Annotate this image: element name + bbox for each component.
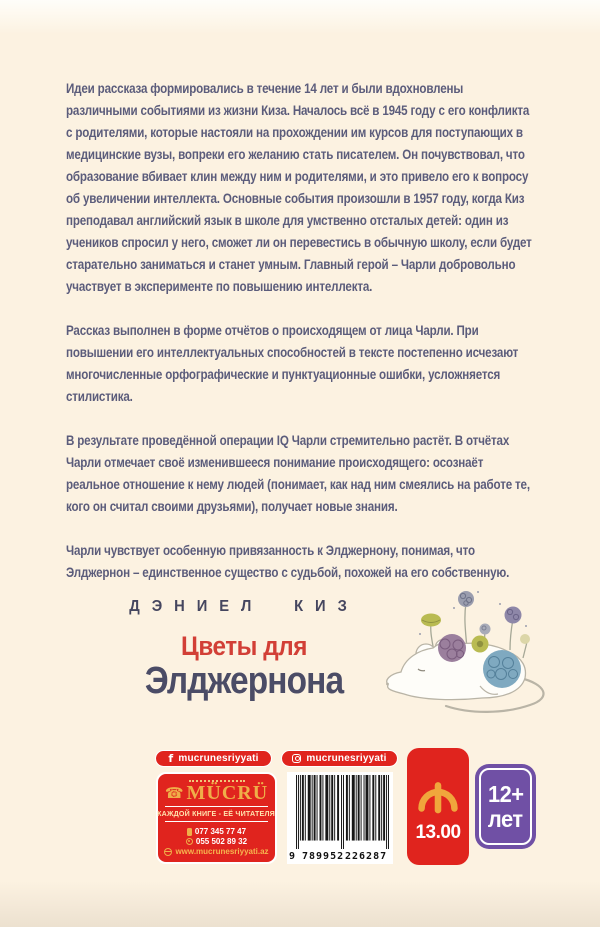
facebook-handle: mucrunesriyyati — [178, 753, 259, 764]
isbn-barcode — [287, 772, 393, 864]
synopsis-text — [66, 78, 537, 606]
manat-currency-icon — [415, 770, 461, 814]
whatsapp-number: 055 502 89 32 — [195, 837, 248, 846]
publisher-card — [156, 772, 277, 864]
synopsis-paragraph: Идеи рассказа формировались в течение 14 лет и были вдохновлены различными событиями из жизни Киза. Началось всё в 1945 году с его конфликта с родителями, которые настояли на прохождении им курсов для поступающих в медицинские вузы, вопреки его желанию стать писателем. Он почувствовал, что образование вбивает клин между ним и родителями, и это привело его к вопросу об увеличении интеллекта. Основные события произошли в 1957 году, когда Киз преподавал английский язык в школе для умственно отсталых детей: один из учеников спросил у него, сможет ли он перевестись в обычную школу, если будет старательно заниматься и станет умным. Главный герой – Чарли добровольно участвует в эксперименте по повышению интеллекта. — [66, 81, 532, 294]
age-rating-number: 12+ — [487, 780, 524, 807]
book-title-line1: Цветы для — [181, 631, 307, 661]
barcode-digit-left: 9 — [289, 851, 297, 862]
instagram-handle: mucrunesriyyati — [306, 753, 387, 764]
publisher-tagline: КАЖДОЙ КНИГЕ - ЕЁ ЧИТАТЕЛЯ — [157, 809, 276, 818]
synopsis-paragraph: В результате проведённой операции IQ Чарли стремительно растёт. В отчётах Чарли отмечает своё изменившееся понимание происходящего: осознаёт реальное отношение к нему людей (понимает, как над ним смеялись на работе те, кого он считал своими друзьями), получает новые знания. — [66, 433, 530, 514]
title-block — [68, 598, 420, 703]
synopsis-paragraph: Чарли чувствует особенную привязанность к Элджернону, понимая, что Элджернон – единственное существо с судьбой, похожей на его собственную. — [66, 543, 510, 580]
divider — [165, 821, 268, 822]
website-url: www.mucrunesriyyati.az — [175, 847, 269, 856]
retro-phone-icon: ☎ — [164, 784, 184, 802]
price-block — [407, 748, 469, 865]
barcode-digits-right: 226287 — [345, 851, 388, 862]
globe-icon — [164, 848, 172, 856]
facebook-badge — [155, 750, 272, 767]
instagram-icon — [292, 754, 301, 763]
website-row — [164, 847, 268, 856]
facebook-icon: f — [168, 752, 174, 765]
mobile-phone-icon — [187, 828, 192, 836]
publisher-logo — [165, 783, 268, 803]
synopsis-paragraph: Рассказ выполнен в форме отчётов о происходящем от лица Чарли. При повышении его интеллектуальных способностей в тексте постепенно исчезают многочисленные орфографические и пунктуационные ошибки, усложняется стилистика. — [66, 323, 519, 404]
price-value: 13.00 — [415, 822, 461, 843]
divider — [165, 806, 268, 807]
book-title-line2: Элджернона — [144, 660, 344, 702]
age-rating-word: лет — [488, 805, 523, 832]
publisher-contacts — [164, 827, 268, 856]
barcode-bars — [296, 775, 389, 849]
phone-number: 077 345 77 47 — [194, 827, 247, 836]
instagram-badge — [281, 750, 398, 767]
publisher-name: MÜCRÜ — [186, 782, 269, 804]
age-rating-badge — [475, 764, 536, 849]
whatsapp-row — [186, 837, 247, 846]
whatsapp-icon — [186, 838, 193, 845]
mouse-illustration-svg — [374, 586, 552, 728]
mouse-with-flowers-illustration — [374, 586, 552, 728]
barcode-digits-mid: 789952 — [302, 851, 345, 862]
author-name: ДЭНИЕЛ КИЗ — [129, 598, 359, 615]
phone-row — [187, 827, 246, 836]
